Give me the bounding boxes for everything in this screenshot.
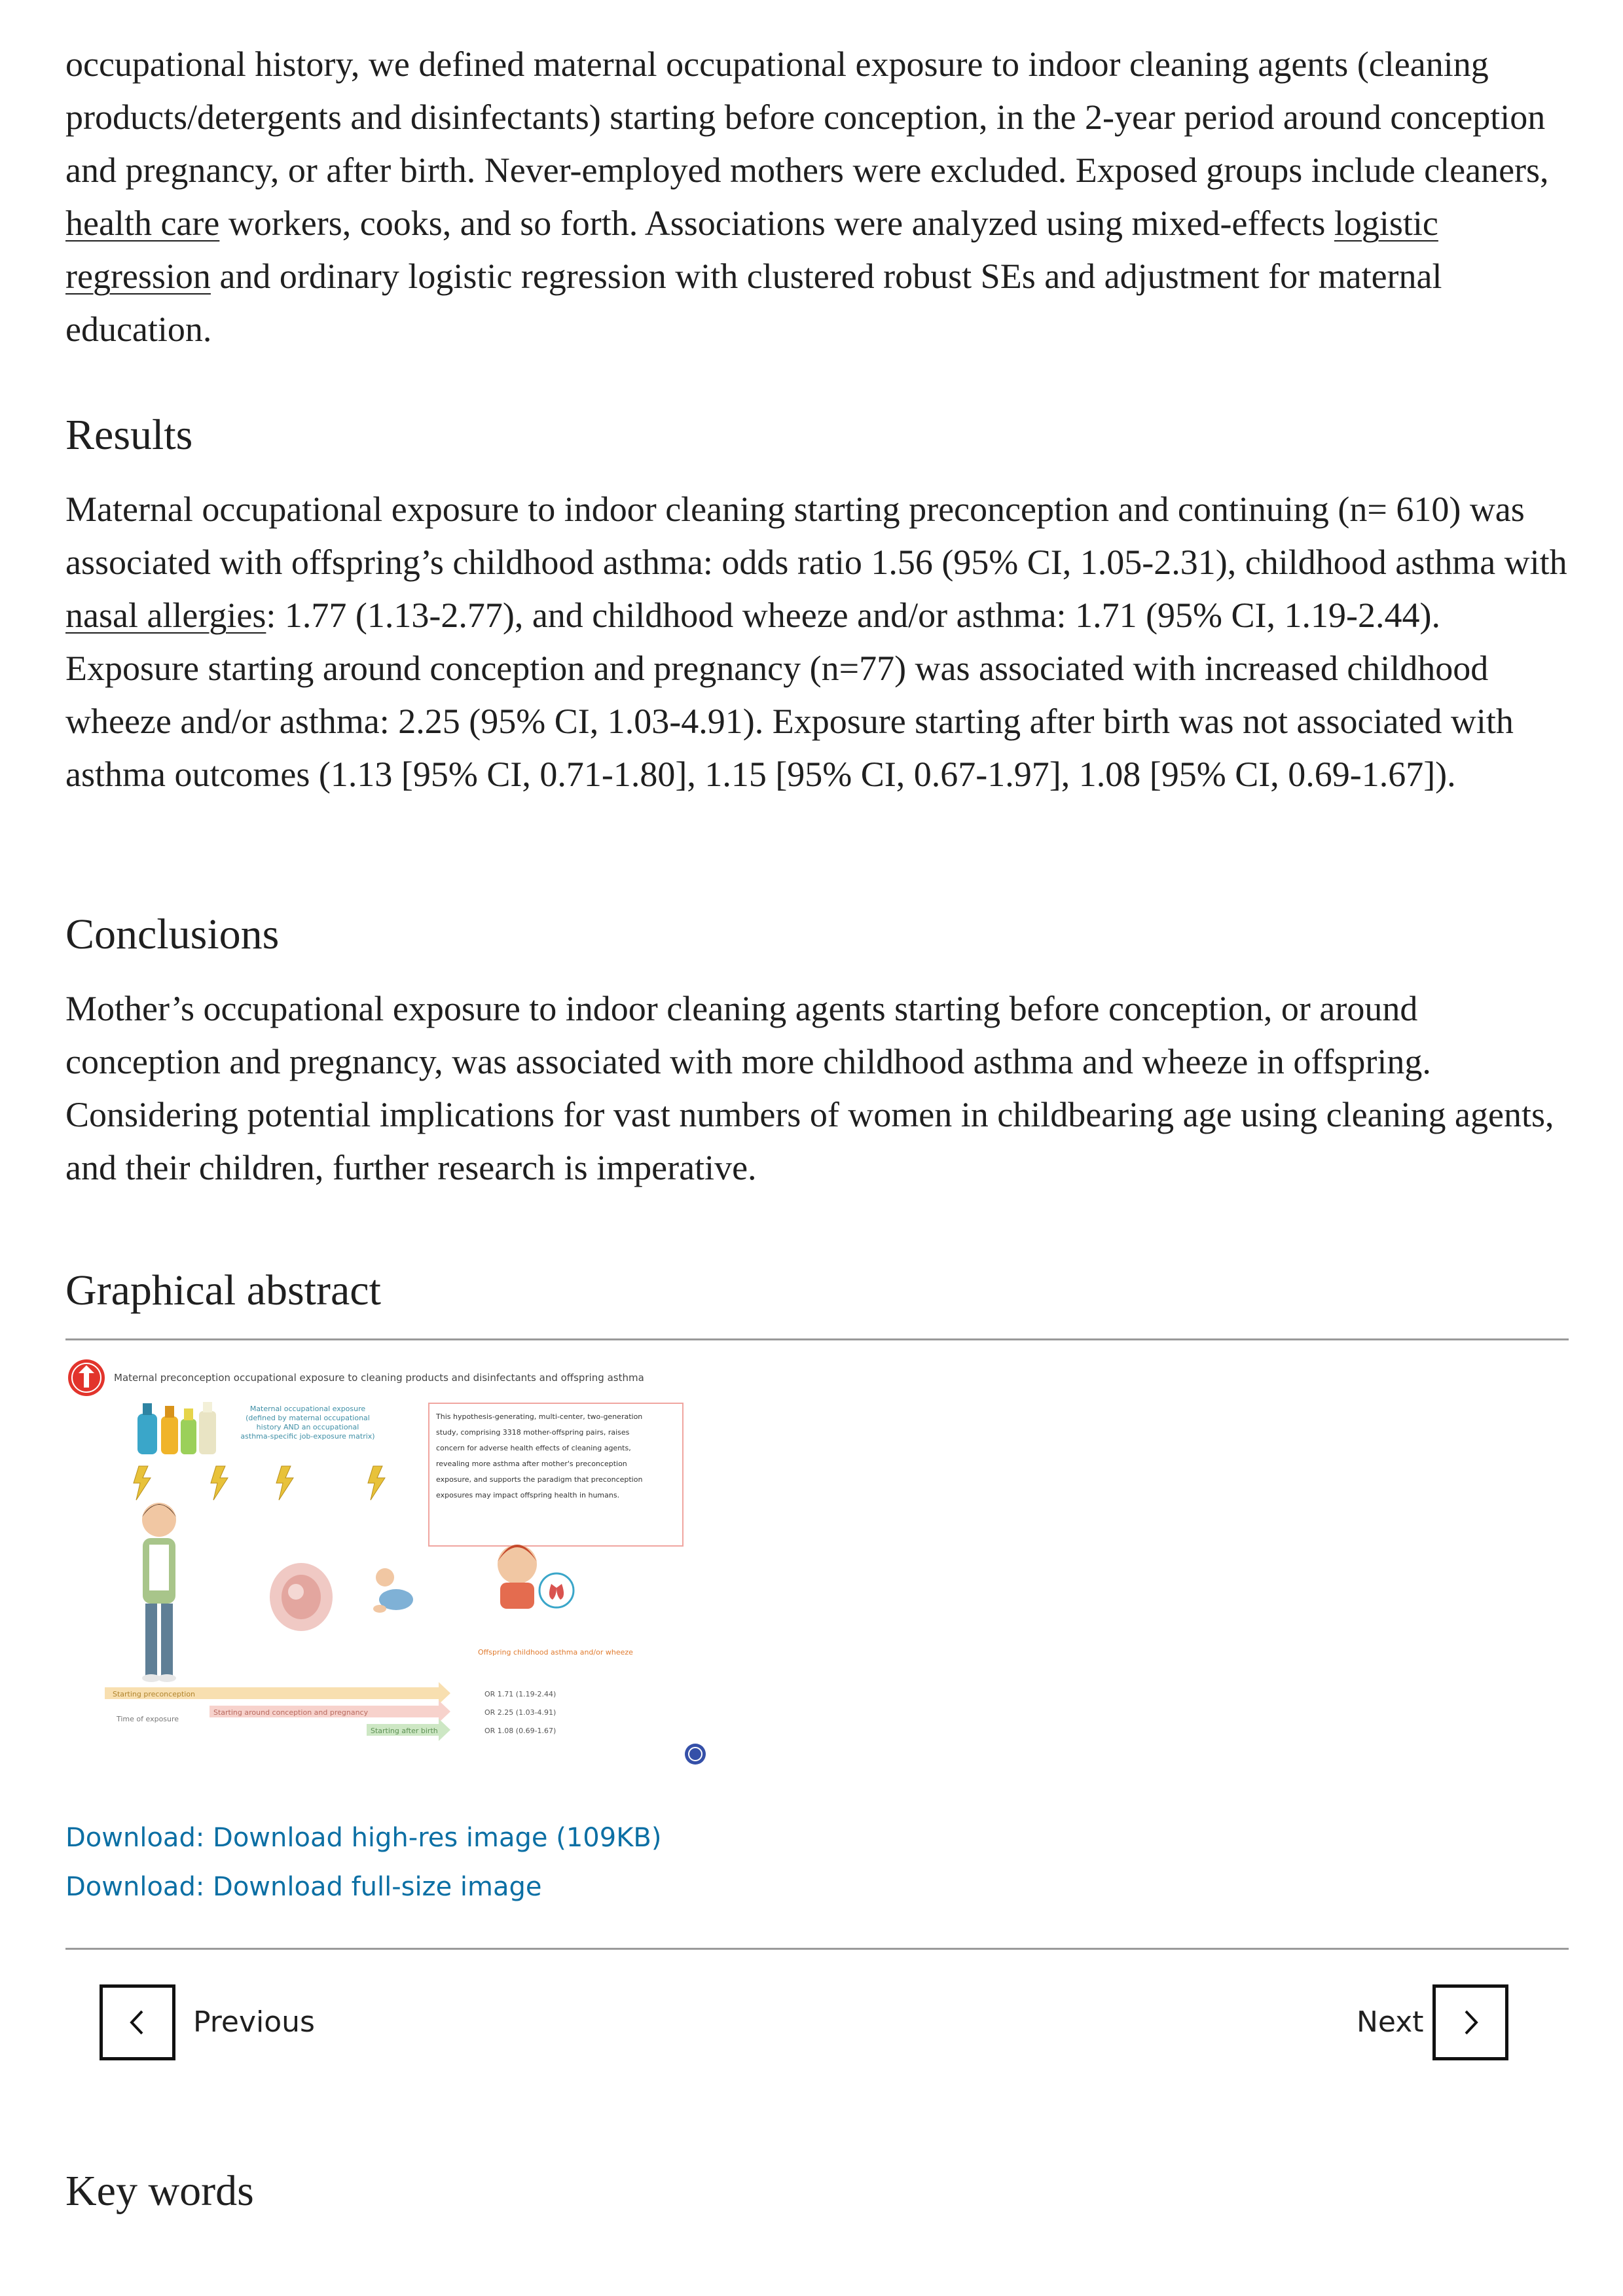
results-heading: Results: [65, 411, 193, 459]
summary-line: This hypothesis-generating, multi-center, two-generation: [436, 1412, 643, 1421]
keywords-heading: Key words: [65, 2167, 254, 2215]
exposure-definition-line: (defined by maternal occupational: [246, 1414, 370, 1422]
conclusions-paragraph: [65, 982, 1571, 1194]
time-axis-label: Time of exposure: [117, 1715, 179, 1723]
odds-ratio-label: OR 1.71 (1.19-2.44): [484, 1690, 556, 1698]
conclusions-heading: Conclusions: [65, 910, 280, 958]
paragraph-text: Maternal occupational exposure to indoor cleaning starting preconception and continuing (n= 610) was associated with offspring’s childhood asthma: odds ratio 1.56 (95% CI, 1.05-2.31), childhood asthma with: [65, 490, 1567, 582]
paragraph-text: occupational history, we defined maternal occupational exposure to indoor cleaning agents (cleaning products/detergents and disinfectants) starting before conception, in the 2-year period around conception and pregnancy, or after birth. Never-employed mothers were excluded. Exposed groups include cleaners,: [65, 45, 1549, 190]
methods-paragraph: [65, 38, 1571, 356]
download-highres-link[interactable]: Download: Download high-res image (109KB): [65, 1823, 662, 1853]
paragraph-text: : 1.77 (1.13-2.77), and childhood wheeze and/or asthma: 1.71 (95% CI, 1.19-2.44). Exposure starting around conception and pregnancy (n=77) was associated with increased childhood wheeze and/or asthma: 2.25 (95% CI, 1.03-4.91). Exposure starting after birth was not associated with asthma outcomes (1.13 [95% CI, 0.71-1.80], 1.15 [95% CI, 0.67-1.97], 1.08 [95% CI, 0.69-1.67]).: [65, 596, 1514, 794]
cleaning-bottles-icon: [137, 1402, 216, 1454]
next-label[interactable]: Next: [1357, 2005, 1424, 2039]
lightning-icon: [134, 1466, 385, 1500]
pregnancy-ultrasound-icon: [270, 1563, 333, 1631]
exposure-definition-line: history AND an occupational: [256, 1423, 359, 1431]
divider: [65, 1338, 1569, 1340]
exposure-definition-line: Maternal occupational exposure: [249, 1405, 366, 1413]
divider: [65, 1948, 1569, 1950]
graphical-abstract-figure[interactable]: [65, 1348, 720, 1780]
odds-ratio-label: OR 2.25 (1.03-4.91): [484, 1708, 556, 1717]
timeline-label: Starting around conception and pregnancy: [213, 1708, 369, 1717]
results-paragraph: [65, 483, 1571, 801]
download-fullsize-link[interactable]: Download: Download full-size image: [65, 1872, 542, 1902]
paragraph-text: and ordinary logistic regression with clustered robust SEs and adjustment for maternal education.: [65, 257, 1442, 349]
elsevier-badge-icon: [685, 1744, 706, 1765]
paragraph-text: workers, cooks, and so forth. Associations were analyzed using mixed-effects: [219, 204, 1334, 243]
graphical-abstract-heading: Graphical abstract: [65, 1266, 381, 1314]
alert-icon: [68, 1359, 105, 1396]
inline-link[interactable]: health care: [65, 204, 220, 243]
mother-figure: [142, 1503, 176, 1682]
outcome-label: Offspring childhood asthma and/or wheeze: [478, 1648, 633, 1657]
summary-line: exposures may impact offspring health in humans.: [436, 1491, 620, 1499]
summary-line: exposure, and supports the paradigm that preconception: [436, 1475, 643, 1484]
summary-box: [429, 1403, 683, 1546]
child-lungs-icon: [498, 1545, 574, 1609]
previous-label[interactable]: Previous: [193, 2005, 315, 2039]
inline-link[interactable]: logistic regression: [65, 204, 1438, 296]
infant-icon: [373, 1568, 413, 1613]
summary-line: revealing more asthma after mother's preconception: [436, 1460, 627, 1468]
paragraph-text: Mother’s occupational exposure to indoor cleaning agents starting before conception, or around conception and pregnancy, was associated with more childhood asthma and wheeze in offspring. Considering potential implications for vast numbers of women in childbearing age using cleaning agents, and their children, further research is imperative.: [65, 989, 1554, 1187]
exposure-definition-line: asthma-specific job-exposure matrix): [240, 1432, 375, 1441]
odds-ratio-label: OR 1.08 (0.69-1.67): [484, 1727, 556, 1735]
previous-button[interactable]: [100, 1984, 175, 2060]
chevron-left-icon: [124, 2009, 151, 2036]
summary-line: concern for adverse health effects of cleaning agents,: [436, 1444, 631, 1452]
chevron-right-icon: [1457, 2009, 1484, 2036]
summary-line: study, comprising 3318 mother-offspring pairs, raises: [436, 1428, 630, 1437]
inline-link[interactable]: nasal allergies: [65, 596, 266, 635]
timeline-label: Starting preconception: [113, 1690, 196, 1698]
next-button[interactable]: [1432, 1984, 1508, 2060]
figure-title: Maternal preconception occupational exposure to cleaning products and disinfectants and offspring asthma: [114, 1372, 644, 1384]
timeline-label: Starting after birth: [371, 1727, 438, 1735]
